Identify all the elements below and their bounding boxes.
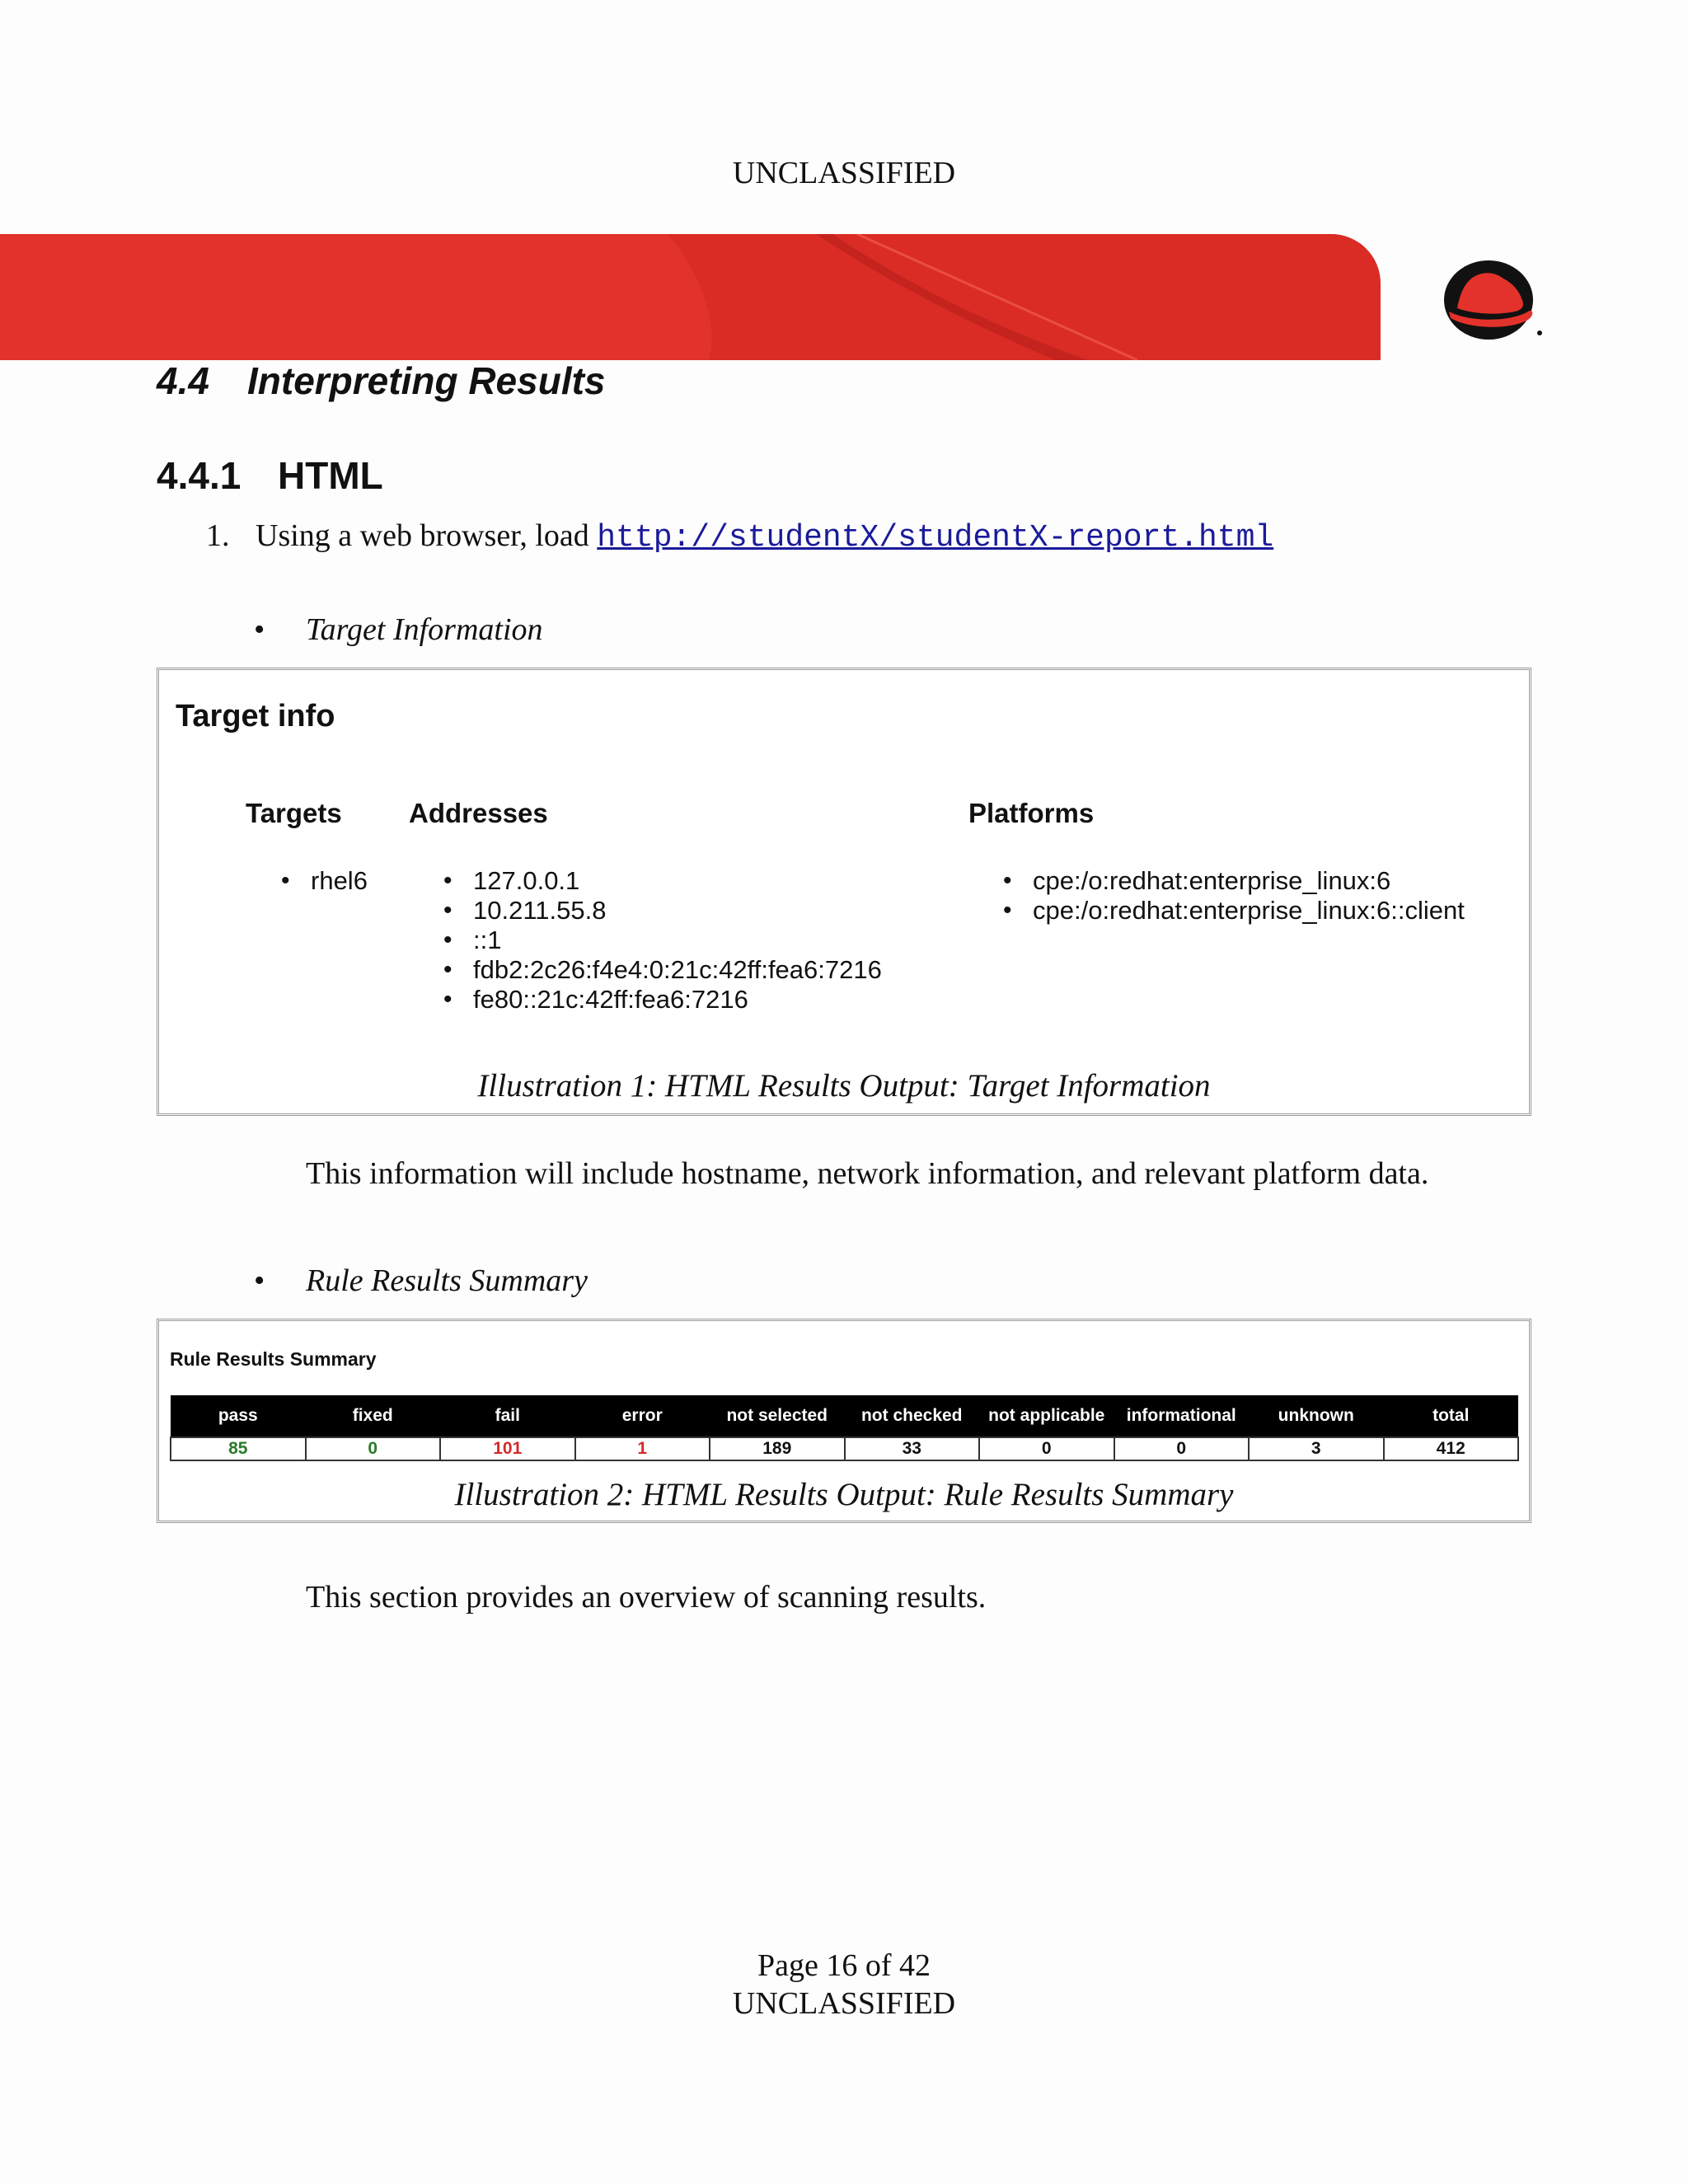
value-not-applicable: 0 [979,1437,1114,1460]
subsection-title: HTML [278,454,383,497]
list-item: • rhel6 [281,866,368,896]
step-number: 1. [206,518,230,553]
header-error: error [575,1395,710,1437]
classification-header: UNCLASSIFIED [732,156,956,190]
red-hat-logo-icon [1442,257,1548,343]
figure-caption: Illustration 1: HTML Results Output: Target Information [477,1068,1211,1104]
table-header-row [171,1395,1518,1437]
figure-caption: Illustration 2: HTML Results Output: Rule Results Summary [454,1477,1234,1512]
bullet-icon: • [254,612,265,647]
page-number: Page 16 of 42 [757,1948,931,1983]
header-fixed: fixed [306,1395,441,1437]
bullet-icon: • [254,1263,265,1298]
header-fail: fail [440,1395,575,1437]
value-pass: 85 [171,1437,306,1460]
section-number: 4.4 [157,359,209,402]
header-not-checked: not checked [845,1395,980,1437]
classification-footer: UNCLASSIFIED [732,1986,956,2021]
value-total: 412 [1384,1437,1519,1460]
section-title: Interpreting Results [247,359,606,402]
header-not-applicable: not applicable [979,1395,1114,1437]
step-text [256,518,1273,555]
value-informational: 0 [1114,1437,1250,1460]
header-informational: informational [1114,1395,1250,1437]
list-item: • fe80::21c:42ff:fea6:7216 [443,985,882,1015]
list-item: • 127.0.0.1 [443,866,882,896]
report-link[interactable]: http://studentX/studentX-report.html [597,520,1274,555]
header-not-selected: not selected [710,1395,845,1437]
list-item: • cpe:/o:redhat:enterprise_linux:6::client [1003,896,1465,926]
platforms-list [1003,866,1465,926]
targets-list [281,866,368,896]
list-item: • 10.211.55.8 [443,896,882,926]
rule-results-title: Rule Results Summary [170,1348,377,1370]
figure-target-info [157,668,1531,1116]
list-item: • ::1 [443,926,882,955]
value-fixed: 0 [306,1437,441,1460]
bullet-label-target-information: Target Information [306,612,543,647]
value-error: 1 [575,1437,710,1460]
bullet-label-rule-results-summary: Rule Results Summary [306,1263,588,1298]
paragraph: This information will include hostname, network information, and relevant platform data. [306,1156,1429,1191]
column-header-addresses: Addresses [409,798,548,828]
header-banner [0,234,1381,360]
header-total: total [1384,1395,1519,1437]
header-unknown: unknown [1249,1395,1384,1437]
figure-rule-results-summary [157,1319,1531,1523]
list-item: • fdb2:2c26:f4e4:0:21c:42ff:fea6:7216 [443,955,882,985]
list-item: • cpe:/o:redhat:enterprise_linux:6 [1003,866,1465,896]
paragraph: This section provides an overview of scanning results. [306,1580,987,1615]
addresses-list [443,866,882,1015]
column-header-platforms: Platforms [968,798,1095,828]
column-header-targets: Targets [246,798,342,828]
header-pass: pass [171,1395,306,1437]
value-fail: 101 [440,1437,575,1460]
value-not-selected: 189 [710,1437,845,1460]
value-unknown: 3 [1249,1437,1384,1460]
value-not-checked: 33 [845,1437,980,1460]
target-info-title: Target info [176,699,335,733]
table-row [171,1437,1518,1460]
rule-results-table [170,1395,1519,1461]
step-instruction: Using a web browser, load [256,518,598,553]
subsection-number: 4.4.1 [157,454,241,497]
